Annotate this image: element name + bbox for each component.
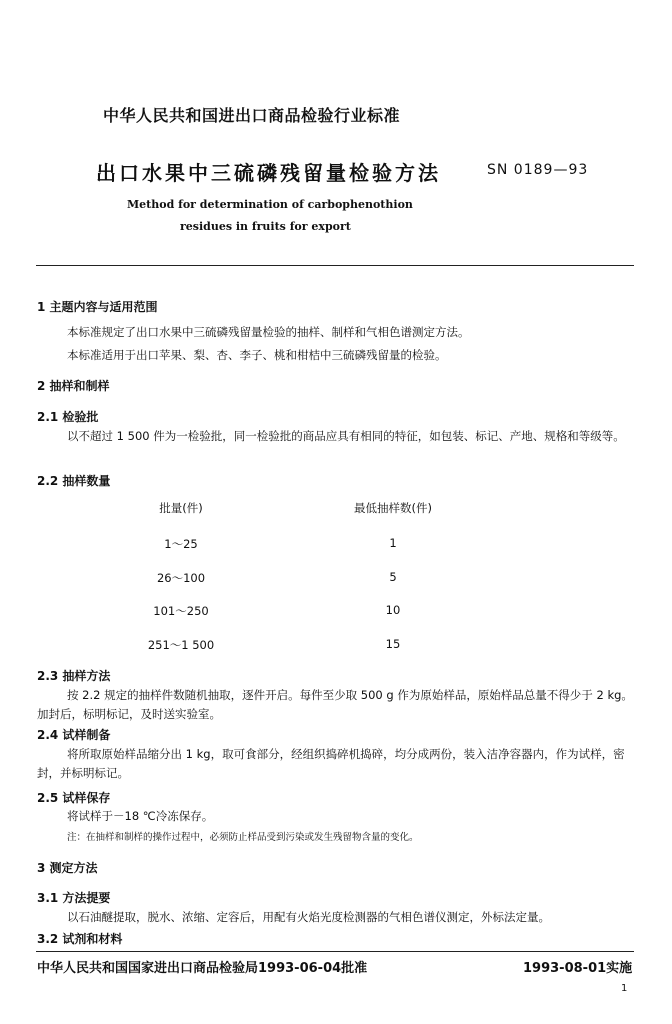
standard-organization-header: 中华人民共和国进出口商品检验行业标准 [103,106,401,125]
approval-statement: 中华人民共和国国家进出口商品检验局1993-06-04批准 [37,961,368,976]
section-2-1-heading: 2.1 检验批 [37,410,99,424]
section-2-3-heading: 2.3 抽样方法 [37,669,111,683]
table-cell-min: 1 [389,536,397,550]
document-title: 出口水果中三硫磷残留量检验方法 [96,161,441,185]
section-1-paragraph-1: 本标准规定了出口水果中三硫磷残留量检验的抽样、制样和气相色谱测定方法。 [67,325,470,339]
section-2-5-heading: 2.5 试样保存 [37,791,111,805]
english-title-line-1: Method for determination of carbophenothion [127,198,413,211]
english-title-line-2: residues in fruits for export [180,220,351,233]
section-3-heading: 3 测定方法 [37,861,98,875]
table-cell-lot: 26～100 [156,571,206,585]
table-cell-lot: 1～25 [164,537,198,551]
table-cell-min: 10 [385,603,401,617]
section-2-4-text: 将所取原始样品缩分出 1 kg，取可食部分，经组织捣碎机捣碎，均分成两份，装入洁净容器内，作为试样，密封，并标明标记。 [37,747,625,780]
effective-date: 1993-08-01实施 [523,961,633,976]
section-2-2-heading: 2.2 抽样数量 [37,474,111,488]
header-divider [36,265,634,266]
footer-divider [36,951,634,952]
sampling-note: 注：在抽样和制样的操作过程中，必须防止样品受到污染或发生残留物含量的变化。 [67,832,419,843]
table-header-lot: 批量(件) [159,501,203,515]
page-number: 1 [621,983,628,994]
section-3-2-heading: 3.2 试剂和材料 [37,932,123,946]
section-2-3-text: 按 2.2 规定的抽样件数随机抽取，逐件开启。每件至少取 500 g 作为原始样品，原始样品总量不得少于 2 kg。加封后，标明标记，及时送实验室。 [37,688,633,721]
table-cell-min: 15 [385,637,401,651]
standard-code: SN 0189—93 [487,162,589,178]
section-1-heading: 1 主题内容与适用范围 [37,300,158,314]
section-2-5-text: 将试样于－18 ℃冷冻保存。 [67,809,214,823]
section-2-heading: 2 抽样和制样 [37,379,110,393]
section-3-1-text: 以石油醚提取，脱水、浓缩、定容后，用配有火焰光度检测器的气相色谱仪测定，外标法定量。 [67,910,550,924]
section-2-4-heading: 2.4 试样制备 [37,728,111,742]
section-2-1-text: 以不超过 1 500 件为一检验批，同一检验批的商品应具有相同的特征，如包装、标记、产地、规格和等级等。 [67,429,625,443]
table-cell-min: 5 [389,570,397,584]
table-header-min-samples: 最低抽样数(件) [354,501,432,515]
section-1-paragraph-2: 本标准适用于出口苹果、梨、杏、李子、桃和柑桔中三硫磷残留量的检验。 [67,348,447,362]
section-3-1-heading: 3.1 方法提要 [37,891,111,905]
table-cell-lot: 101～250 [153,604,209,618]
table-cell-lot: 251～1 500 [147,638,215,652]
